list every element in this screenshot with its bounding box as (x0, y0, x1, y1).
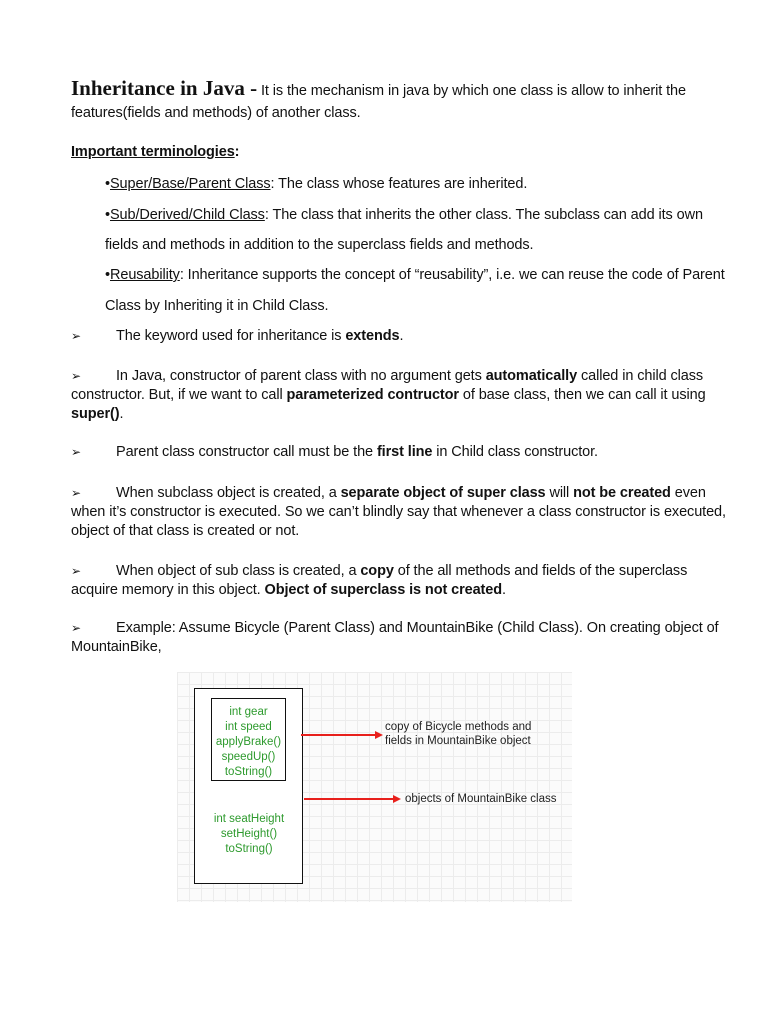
term-desc: : The class whose features are inherited. (270, 176, 528, 192)
bullet: • (105, 207, 110, 223)
point-subclass-object-line2: when it’s constructor is executed. So we can’t blindly say that whenever a class constructor is executed, (71, 504, 726, 520)
member-speedup: speedUp() (221, 751, 276, 763)
point-first-line (71, 443, 598, 462)
intro-text-line1: It is the mechanism in java by which one class is allow to inherit the (257, 83, 686, 99)
label-copy-line1: copy of Bicycle methods and (385, 721, 532, 733)
term-name: Reusability (109, 267, 180, 283)
arrow-bullet-icon: ➢ (71, 369, 81, 383)
point-text: . (399, 328, 404, 344)
member-applybrake: applyBrake() (215, 736, 282, 748)
term-desc-cont: Class by Inheriting it in Child Class. (105, 298, 329, 314)
term-desc: : Inheritance supports the concept of “reusability”, i.e. we can reuse the code of Parent (179, 267, 725, 283)
arrow-head-objects (393, 795, 401, 803)
point-text: in Child class constructor. (432, 444, 598, 460)
arrow-head-copy (375, 731, 383, 739)
point-text: acquire memory in this object. (71, 582, 265, 598)
point-text: of the all methods and fields of the superclass (393, 563, 688, 579)
point-constructor-line3 (71, 405, 123, 424)
point-copy-line2 (71, 581, 506, 600)
arrow-bullet-icon: ➢ (71, 564, 81, 578)
terminologies-colon: : (234, 144, 240, 160)
point-example-line2: MountainBike, (71, 639, 162, 655)
bullet: • (105, 176, 110, 192)
intro-text-line2: features(fields and methods) of another class. (71, 105, 361, 121)
point-text: Example: Assume Bicycle (Parent Class) and MountainBike (Child Class). On creating object of (116, 620, 719, 636)
member-int-gear: int gear (229, 706, 268, 718)
point-bold: copy (360, 563, 394, 579)
term-name: Super/Base/Parent Class (109, 176, 271, 192)
label-copy-line2: fields in MountainBike object (385, 735, 531, 747)
point-example (71, 619, 718, 638)
point-text: . (502, 582, 506, 598)
terminologies-heading (71, 143, 239, 162)
inheritance-diagram (177, 672, 572, 902)
member-int-seatheight: int seatHeight (213, 813, 285, 825)
point-text: In Java, constructor of parent class with no argument gets (116, 368, 486, 384)
point-bold: automatically (485, 368, 578, 384)
point-constructor-line2 (71, 386, 706, 405)
point-text: When object of sub class is created, a (116, 563, 361, 579)
point-text: Parent class constructor call must be the (116, 444, 377, 460)
term-desc-cont: fields and methods in addition to the superclass fields and methods. (105, 237, 534, 253)
member-tostring: toString() (224, 766, 273, 778)
member-setheight: setHeight() (220, 828, 278, 840)
point-subclass-object-line3: object of that class is created or not. (71, 523, 300, 539)
point-bold: separate object of super class (340, 485, 546, 501)
point-bold: parameterized contructor (286, 387, 459, 403)
point-bold: Object of superclass is not created (264, 582, 502, 598)
arrow-bullet-icon: ➢ (71, 486, 81, 500)
arrow-bullet-icon: ➢ (71, 621, 81, 635)
term-item-sub (105, 206, 703, 225)
point-text: will (545, 485, 574, 501)
point-text: of base class, then we can call it using (458, 387, 706, 403)
term-desc: : The class that inherits the other class. The subclass can add its own (264, 207, 703, 223)
member-tostring: toString() (225, 843, 273, 855)
point-text: . (119, 406, 124, 422)
point-extends (71, 327, 403, 346)
point-text: called in child class (577, 368, 704, 384)
term-name: Sub/Derived/Child Class (109, 207, 265, 223)
point-constructor (71, 367, 703, 386)
member-int-speed: int speed (225, 721, 272, 733)
point-subclass-object (71, 484, 706, 503)
term-item-super (105, 175, 527, 194)
term-item-reusability (105, 266, 725, 285)
point-copy (71, 562, 687, 581)
diagram-arrows (177, 672, 572, 902)
point-text: When subclass object is created, a (116, 485, 341, 501)
point-bold: super() (71, 406, 120, 422)
arrow-bullet-icon: ➢ (71, 445, 81, 459)
arrow-bullet-icon: ➢ (71, 329, 81, 343)
point-text: even (670, 485, 706, 501)
point-bold: not be created (573, 485, 671, 501)
point-bold: first line (376, 444, 433, 460)
point-text: The keyword used for inheritance is (116, 328, 346, 344)
bullet: • (105, 267, 110, 283)
label-objects: objects of MountainBike class (405, 793, 557, 805)
point-bold: extends (345, 328, 400, 344)
page-title: Inheritance in Java - (71, 76, 258, 100)
heading-block (71, 76, 711, 101)
point-text: constructor. But, if we want to call (71, 387, 287, 403)
terminologies-label: Important terminologies (71, 144, 235, 160)
